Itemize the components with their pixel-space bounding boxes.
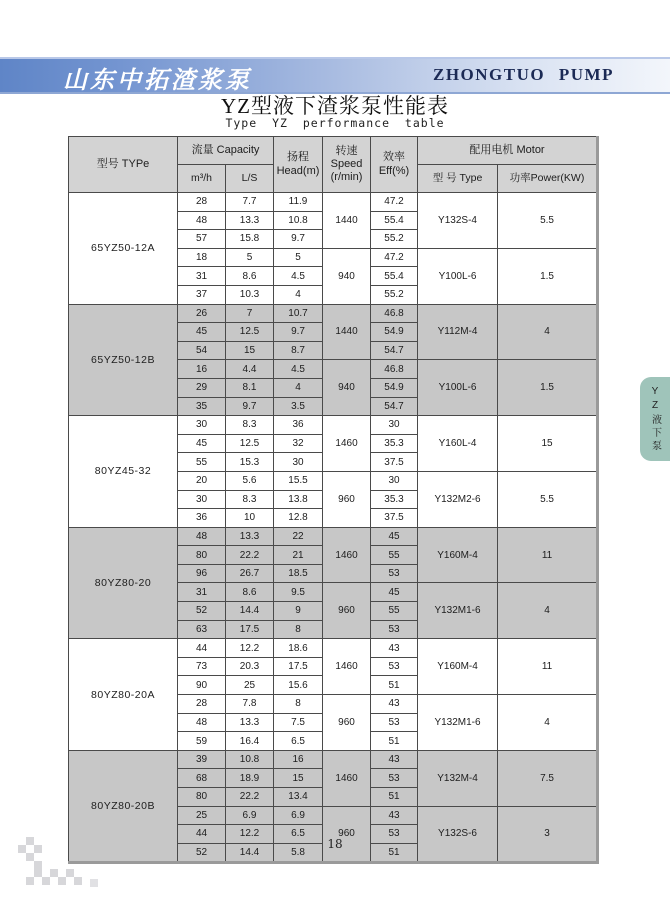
cell-flow-m3h: 39: [178, 750, 226, 769]
cell-motor-type: Y160L-4: [418, 416, 498, 472]
cell-flow-m3h: 29: [178, 378, 226, 397]
cell-model: 80YZ80-20B: [69, 750, 178, 863]
cell-head: 10.8: [274, 211, 323, 230]
header-motor: 配用电机 Motor: [418, 137, 598, 165]
table-row: [69, 750, 598, 769]
cell-eff: 55.4: [371, 211, 418, 230]
cell-head: 21: [274, 546, 323, 565]
cell-motor-type: Y100L-6: [418, 248, 498, 304]
cell-speed: 960: [323, 806, 371, 863]
cell-eff: 30: [371, 471, 418, 490]
header-m3h: m³/h: [178, 165, 226, 193]
table-row: [69, 304, 598, 323]
cell-eff: 53: [371, 657, 418, 676]
header-model: 型号 TYPe: [69, 137, 178, 193]
cell-flow-m3h: 90: [178, 676, 226, 695]
cell-eff: 45: [371, 527, 418, 546]
cell-flow-m3h: 31: [178, 583, 226, 602]
cell-head: 4: [274, 285, 323, 304]
cell-eff: 54.9: [371, 323, 418, 342]
decor-square: [58, 877, 66, 885]
cell-eff: 55: [371, 602, 418, 621]
cell-flow-m3h: 26: [178, 304, 226, 323]
cell-flow-m3h: 35: [178, 397, 226, 416]
cell-motor-power: 1.5: [498, 248, 598, 304]
cell-flow-ls: 22.2: [226, 546, 274, 565]
cell-head: 18.5: [274, 564, 323, 583]
cell-head: 9: [274, 602, 323, 621]
header-motor-type: 型 号 Type: [418, 165, 498, 193]
cell-head: 30: [274, 453, 323, 472]
header-motor-power: 功率Power(KW): [498, 165, 598, 193]
cell-flow-ls: 20.3: [226, 657, 274, 676]
cell-flow-ls: 8.6: [226, 267, 274, 286]
cell-eff: 37.5: [371, 453, 418, 472]
cell-flow-ls: 7: [226, 304, 274, 323]
cell-head: 7.5: [274, 713, 323, 732]
cell-eff: 30: [371, 416, 418, 435]
cell-eff: 54.7: [371, 397, 418, 416]
cell-model: 65YZ50-12B: [69, 304, 178, 416]
side-tab-label: YZ液下泵: [649, 385, 661, 453]
cell-motor-type: Y132M2-6: [418, 471, 498, 527]
decor-square: [26, 877, 34, 885]
table-row: [69, 193, 598, 212]
cell-eff: 54.7: [371, 341, 418, 360]
performance-table: [68, 136, 599, 864]
cell-flow-ls: 13.3: [226, 713, 274, 732]
cell-flow-ls: 14.4: [226, 843, 274, 863]
cell-head: 6.5: [274, 732, 323, 751]
cell-model: 65YZ50-12A: [69, 193, 178, 305]
cell-head: 36: [274, 416, 323, 435]
cell-head: 18.6: [274, 639, 323, 658]
cell-eff: 43: [371, 639, 418, 658]
cell-flow-ls: 4.4: [226, 360, 274, 379]
cell-motor-type: Y132S-4: [418, 193, 498, 249]
table-row: [69, 527, 598, 546]
cell-eff: 46.8: [371, 304, 418, 323]
cell-eff: 55: [371, 546, 418, 565]
cell-flow-ls: 7.7: [226, 193, 274, 212]
cell-motor-type: Y132M1-6: [418, 583, 498, 639]
cell-speed: 1460: [323, 527, 371, 583]
cell-eff: 37.5: [371, 509, 418, 528]
cell-eff: 53: [371, 769, 418, 788]
cell-speed: 1460: [323, 639, 371, 695]
header-speed: [323, 137, 371, 193]
cell-flow-ls: 8.6: [226, 583, 274, 602]
cell-head: 13.8: [274, 490, 323, 509]
header-head-en: Head(m): [276, 164, 320, 177]
cell-flow-m3h: 52: [178, 843, 226, 863]
cell-flow-m3h: 30: [178, 416, 226, 435]
cell-eff: 53: [371, 825, 418, 844]
cell-flow-m3h: 18: [178, 248, 226, 267]
cell-motor-type: Y100L-6: [418, 360, 498, 416]
decor-square: [42, 877, 50, 885]
cell-head: 8: [274, 620, 323, 639]
header-eff-en: Eff(%): [378, 164, 410, 177]
cell-head: 4.5: [274, 360, 323, 379]
header-head: [274, 137, 323, 193]
cell-flow-m3h: 48: [178, 527, 226, 546]
cell-eff: 55.2: [371, 230, 418, 249]
page-number: 18: [327, 837, 343, 851]
cell-flow-ls: 12.5: [226, 434, 274, 453]
cell-eff: 51: [371, 676, 418, 695]
page-subtitle: Type YZ performance table: [225, 116, 445, 130]
cell-head: 32: [274, 434, 323, 453]
cell-flow-ls: 8.1: [226, 378, 274, 397]
cell-speed: 1460: [323, 416, 371, 472]
brand-banner: [0, 57, 670, 94]
cell-head: 8.7: [274, 341, 323, 360]
cell-head: 9.7: [274, 230, 323, 249]
cell-flow-ls: 16.4: [226, 732, 274, 751]
cell-flow-m3h: 48: [178, 211, 226, 230]
cell-eff: 43: [371, 750, 418, 769]
cell-speed: 960: [323, 695, 371, 751]
decor-square: [34, 861, 42, 869]
cell-head: 10.7: [274, 304, 323, 323]
cell-flow-m3h: 68: [178, 769, 226, 788]
cell-flow-m3h: 28: [178, 193, 226, 212]
decor-square: [90, 879, 98, 887]
cell-flow-ls: 15.8: [226, 230, 274, 249]
cell-motor-type: Y132M-4: [418, 750, 498, 806]
cell-eff: 47.2: [371, 248, 418, 267]
cell-eff: 53: [371, 713, 418, 732]
side-tab-yz-pump: [640, 377, 670, 461]
cell-head: 15.5: [274, 471, 323, 490]
cell-eff: 51: [371, 788, 418, 807]
cell-speed: 1440: [323, 193, 371, 249]
cell-flow-ls: 17.5: [226, 620, 274, 639]
cell-speed: 1460: [323, 750, 371, 806]
cell-motor-power: 11: [498, 527, 598, 583]
header-capacity: 流量 Capacity: [178, 137, 274, 165]
cell-speed: 1440: [323, 304, 371, 360]
cell-head: 8: [274, 695, 323, 714]
decor-square: [74, 877, 82, 885]
table-row: [69, 639, 598, 658]
cell-flow-ls: 10: [226, 509, 274, 528]
cell-eff: 53: [371, 620, 418, 639]
cell-flow-ls: 25: [226, 676, 274, 695]
cell-flow-m3h: 25: [178, 806, 226, 825]
cell-eff: 43: [371, 806, 418, 825]
cell-flow-m3h: 28: [178, 695, 226, 714]
cell-flow-m3h: 59: [178, 732, 226, 751]
cell-flow-ls: 12.2: [226, 825, 274, 844]
performance-table-body: [69, 193, 598, 863]
cell-flow-ls: 12.5: [226, 323, 274, 342]
cell-head: 15.6: [274, 676, 323, 695]
cell-flow-m3h: 57: [178, 230, 226, 249]
cell-model: 80YZ80-20: [69, 527, 178, 639]
cell-head: 5.8: [274, 843, 323, 863]
decor-square: [50, 869, 58, 877]
header-eff: [371, 137, 418, 193]
decor-square: [66, 869, 74, 877]
cell-flow-m3h: 45: [178, 323, 226, 342]
cell-motor-type: Y112M-4: [418, 304, 498, 360]
cell-head: 13.4: [274, 788, 323, 807]
cell-head: 16: [274, 750, 323, 769]
cell-motor-type: Y132S-6: [418, 806, 498, 863]
header-head-cn: 扬程: [287, 151, 310, 164]
cell-flow-m3h: 73: [178, 657, 226, 676]
cell-head: 6.9: [274, 806, 323, 825]
cell-head: 5: [274, 248, 323, 267]
cell-motor-power: 1.5: [498, 360, 598, 416]
cell-eff: 47.2: [371, 193, 418, 212]
cell-head: 11.9: [274, 193, 323, 212]
cell-flow-ls: 5.6: [226, 471, 274, 490]
cell-flow-m3h: 37: [178, 285, 226, 304]
cell-flow-ls: 14.4: [226, 602, 274, 621]
cell-flow-ls: 9.7: [226, 397, 274, 416]
cell-flow-m3h: 54: [178, 341, 226, 360]
cell-motor-power: 5.5: [498, 471, 598, 527]
page-title: YZ型液下渣浆泵性能表: [221, 94, 449, 118]
cell-eff: 46.8: [371, 360, 418, 379]
cell-flow-m3h: 52: [178, 602, 226, 621]
cell-motor-power: 4: [498, 304, 598, 360]
cell-head: 3.5: [274, 397, 323, 416]
brand-logo-chinese: 山东中拓渣浆泵: [63, 68, 252, 94]
cell-flow-m3h: 55: [178, 453, 226, 472]
cell-flow-m3h: 80: [178, 788, 226, 807]
cell-flow-ls: 26.7: [226, 564, 274, 583]
header-ls: L/S: [226, 165, 274, 193]
cell-flow-ls: 15.3: [226, 453, 274, 472]
cell-eff: 51: [371, 732, 418, 751]
cell-flow-ls: 13.3: [226, 211, 274, 230]
cell-flow-m3h: 63: [178, 620, 226, 639]
cell-head: 15: [274, 769, 323, 788]
brand-logo-english: ZHONGTUO PUMP: [433, 65, 614, 84]
cell-head: 4: [274, 378, 323, 397]
cell-flow-ls: 10.8: [226, 750, 274, 769]
cell-model: 80YZ80-20A: [69, 639, 178, 751]
decor-square: [26, 853, 34, 861]
cell-motor-power: 4: [498, 695, 598, 751]
cell-head: 6.5: [274, 825, 323, 844]
cell-flow-ls: 6.9: [226, 806, 274, 825]
cell-speed: 940: [323, 248, 371, 304]
cell-flow-m3h: 80: [178, 546, 226, 565]
cell-motor-power: 7.5: [498, 750, 598, 806]
cell-motor-power: 15: [498, 416, 598, 472]
cell-head: 9.5: [274, 583, 323, 602]
cell-flow-ls: 8.3: [226, 416, 274, 435]
cell-head: 12.8: [274, 509, 323, 528]
cell-flow-ls: 10.3: [226, 285, 274, 304]
cell-eff: 51: [371, 843, 418, 863]
table-header: [69, 137, 598, 193]
cell-flow-m3h: 20: [178, 471, 226, 490]
cell-flow-ls: 5: [226, 248, 274, 267]
cell-eff: 55.2: [371, 285, 418, 304]
cell-flow-ls: 15: [226, 341, 274, 360]
cell-eff: 55.4: [371, 267, 418, 286]
cell-motor-power: 3: [498, 806, 598, 863]
header-speed-en: (r/min): [330, 171, 363, 184]
cell-flow-m3h: 96: [178, 564, 226, 583]
decor-square: [34, 869, 42, 877]
cell-head: 22: [274, 527, 323, 546]
cell-speed: 960: [323, 471, 371, 527]
cell-flow-m3h: 30: [178, 490, 226, 509]
cell-flow-m3h: 44: [178, 639, 226, 658]
cell-eff: 45: [371, 583, 418, 602]
cell-flow-m3h: 31: [178, 267, 226, 286]
cell-flow-ls: 8.3: [226, 490, 274, 509]
cell-motor-type: Y160M-4: [418, 639, 498, 695]
decor-square: [34, 845, 42, 853]
cell-model: 80YZ45-32: [69, 416, 178, 528]
cell-flow-ls: 12.2: [226, 639, 274, 658]
cell-speed: 940: [323, 360, 371, 416]
cell-eff: 54.9: [371, 378, 418, 397]
header-eff-cn: 效率: [383, 151, 406, 164]
cell-flow-m3h: 36: [178, 509, 226, 528]
cell-speed: 960: [323, 583, 371, 639]
cell-flow-ls: 18.9: [226, 769, 274, 788]
cell-eff: 35.3: [371, 434, 418, 453]
cell-flow-m3h: 45: [178, 434, 226, 453]
cell-motor-power: 4: [498, 583, 598, 639]
cell-eff: 53: [371, 564, 418, 583]
cell-motor-power: 11: [498, 639, 598, 695]
table-row: [69, 416, 598, 435]
cell-flow-m3h: 48: [178, 713, 226, 732]
header-speed-cn: 转速Speed: [330, 144, 363, 170]
cell-flow-ls: 13.3: [226, 527, 274, 546]
cell-head: 4.5: [274, 267, 323, 286]
decor-square: [18, 845, 26, 853]
cell-head: 9.7: [274, 323, 323, 342]
decor-square: [26, 837, 34, 845]
cell-flow-m3h: 44: [178, 825, 226, 844]
cell-head: 17.5: [274, 657, 323, 676]
cell-eff: 35.3: [371, 490, 418, 509]
cell-flow-m3h: 16: [178, 360, 226, 379]
cell-motor-type: Y132M1-6: [418, 695, 498, 751]
cell-motor-type: Y160M-4: [418, 527, 498, 583]
cell-flow-ls: 22.2: [226, 788, 274, 807]
cell-motor-power: 5.5: [498, 193, 598, 249]
cell-flow-ls: 7.8: [226, 695, 274, 714]
cell-eff: 43: [371, 695, 418, 714]
